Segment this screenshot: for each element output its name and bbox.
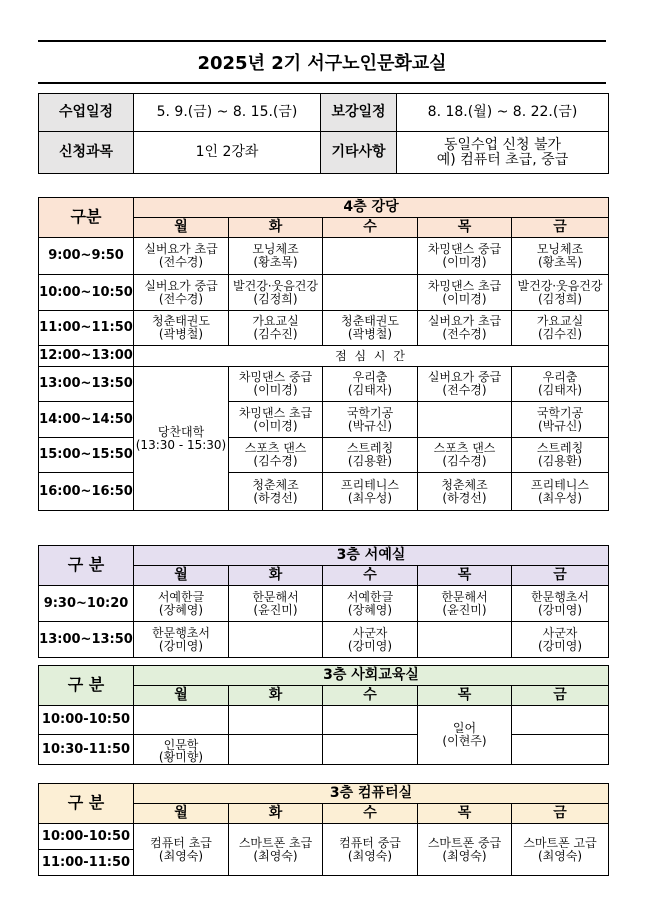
time-cell: 9:30~10:20	[39, 586, 134, 622]
instructor: (최영숙)	[442, 848, 487, 863]
class-cell	[323, 586, 418, 622]
instructor: (김수경)	[442, 454, 487, 468]
instructor: (윤진미)	[253, 602, 298, 617]
instructor: (이미경)	[253, 418, 298, 433]
class-cell	[512, 473, 609, 511]
table-row	[39, 275, 609, 311]
apply-label: 신청과목	[39, 132, 134, 174]
class-cell	[512, 824, 609, 876]
instructor: (김수진)	[253, 327, 298, 341]
other-line-2: 예) 컴퓨터 초급, 중급	[436, 151, 569, 168]
class-cell	[323, 824, 418, 876]
instructor: (강미영)	[158, 638, 204, 653]
social-day-mon: 월	[134, 686, 229, 706]
class-name: 프리테니스	[531, 477, 589, 492]
class-cell	[134, 238, 229, 275]
time-cell: 13:00~13:50	[39, 622, 134, 658]
social-room-title: 3층 사회교육실	[134, 666, 609, 686]
class-name: 우리춤	[352, 370, 388, 385]
table-row	[39, 367, 609, 402]
class-cell	[512, 367, 609, 402]
table-row	[39, 824, 609, 850]
class-cell	[512, 586, 609, 622]
class-name: 우리춤	[542, 370, 578, 385]
instructor: (김수진)	[537, 327, 583, 341]
class-cell	[512, 706, 609, 735]
computer-day-wed: 수	[323, 804, 418, 824]
class-name: 한문행초서	[531, 589, 589, 604]
class-name: 청춘태권도	[152, 314, 210, 329]
class-cell	[418, 238, 512, 275]
class-cell	[134, 735, 229, 765]
instructor: (장혜영)	[347, 602, 393, 617]
table-row	[39, 473, 609, 511]
time-cell: 10:00~10:50	[39, 275, 134, 311]
instructor: (전수경)	[442, 327, 487, 341]
table-row	[39, 402, 609, 438]
time-cell: 13:00~13:50	[39, 367, 134, 402]
class-period-value: 5. 9.(금) ~ 8. 15.(금)	[134, 94, 321, 132]
class-cell	[323, 367, 418, 402]
class-cell	[418, 824, 512, 876]
table-row	[39, 586, 609, 622]
class-cell	[512, 735, 609, 765]
social-corner: 구 분	[39, 666, 134, 706]
instructor: (이미경)	[442, 291, 487, 306]
time-cell: 12:00~13:00	[39, 346, 134, 367]
instructor: (강미영)	[537, 602, 583, 617]
class-name: 청춘체조	[252, 477, 299, 492]
instructor: (황초목)	[253, 255, 298, 269]
instructor: (김용환)	[347, 454, 393, 468]
class-cell	[229, 622, 323, 658]
time-cell: 10:00-10:50	[39, 706, 134, 735]
other-label: 기타사항	[321, 132, 397, 174]
table-row	[39, 735, 609, 765]
hall-room-title: 4층 강당	[134, 198, 609, 218]
class-name: 국학기공	[536, 405, 584, 420]
hall-schedule	[38, 197, 609, 511]
makeup-value: 8. 18.(월) ~ 8. 22.(금)	[397, 94, 609, 132]
class-cell	[418, 402, 512, 438]
class-cell	[229, 824, 323, 876]
hall-day-mon: 월	[134, 218, 229, 238]
class-cell	[134, 275, 229, 311]
instructor: (황초목)	[537, 255, 583, 269]
class-cell	[229, 311, 323, 346]
class-name: 가요교실	[252, 314, 299, 329]
page-title: 2025년 2기 서구노인문화교실	[38, 40, 606, 84]
class-name: 모닝체조	[252, 242, 299, 257]
table-row	[39, 706, 609, 735]
instructor: (하경선)	[253, 490, 298, 505]
apply-value: 1인 2강좌	[134, 132, 321, 174]
class-cell	[323, 275, 418, 311]
calligraphy-day-fri: 금	[512, 566, 609, 586]
class-name: 한문해서	[441, 589, 488, 604]
class-name: 차밍댄스 중급	[238, 370, 313, 385]
class-name: 서예한글	[157, 589, 205, 604]
instructor: (박규신)	[347, 418, 393, 433]
class-cell	[323, 622, 418, 658]
class-name: 스마트폰 중급	[427, 835, 502, 850]
class-name: 사군자	[542, 625, 578, 640]
class-name: 컴퓨터 중급	[339, 835, 401, 850]
class-cell	[323, 735, 418, 765]
class-cell	[323, 473, 418, 511]
instructor: (곽병철)	[347, 327, 393, 341]
class-cell	[134, 622, 229, 658]
class-cell	[418, 311, 512, 346]
social-day-thu: 목	[418, 686, 512, 706]
lunch-cell: 점 심 시 간	[134, 346, 609, 367]
time-cell: 11:00-11:50	[39, 850, 134, 876]
computer-day-fri: 금	[512, 804, 609, 824]
hall-corner: 구분	[39, 198, 134, 238]
social-day-fri: 금	[512, 686, 609, 706]
class-name: 실버요가 중급	[427, 370, 502, 385]
calligraphy-day-wed: 수	[323, 566, 418, 586]
table-row	[39, 346, 609, 367]
class-cell	[512, 438, 609, 473]
class-name: 당찬대학	[157, 424, 205, 439]
social-edu-schedule	[38, 665, 609, 765]
instructor: (전수경)	[442, 383, 487, 397]
class-cell	[134, 824, 229, 876]
class-name: 서예한글	[346, 589, 394, 604]
instructor: (김정희)	[253, 291, 298, 306]
instructor: (최영숙)	[158, 848, 204, 863]
instructor: (이미경)	[253, 383, 298, 397]
class-name: 인문학	[163, 737, 199, 752]
time-cell: 9:00~9:50	[39, 238, 134, 275]
calligraphy-room-title: 3층 서예실	[134, 546, 609, 566]
class-name: 실버요가 초급	[144, 242, 218, 257]
computer-schedule	[38, 783, 609, 876]
time-cell: 16:00~16:50	[39, 473, 134, 511]
class-cell	[323, 238, 418, 275]
class-cell	[323, 311, 418, 346]
class-cell	[512, 402, 609, 438]
class-name: 사군자	[352, 625, 388, 640]
class-cell	[323, 402, 418, 438]
class-cell	[418, 367, 512, 402]
computer-room-title: 3층 컴퓨터실	[134, 784, 609, 804]
class-cell	[418, 586, 512, 622]
class-cell-merged	[134, 367, 229, 511]
class-period-label: 수업일정	[39, 94, 134, 132]
class-cell	[134, 586, 229, 622]
instructor: (김태자)	[537, 383, 583, 397]
class-name: 차밍댄스 중급	[427, 242, 502, 257]
class-name: 청춘체조	[441, 477, 488, 492]
table-row	[39, 311, 609, 346]
instructor: (김수경)	[253, 454, 298, 468]
makeup-label: 보강일정	[321, 94, 397, 132]
class-cell	[418, 473, 512, 511]
hall-day-tue: 화	[229, 218, 323, 238]
class-cell	[229, 706, 323, 735]
class-name: 실버요가 중급	[144, 278, 218, 293]
calligraphy-day-mon: 월	[134, 566, 229, 586]
class-name: 청춘태권도	[341, 314, 399, 329]
class-cell	[229, 438, 323, 473]
instructor: (박규신)	[537, 418, 583, 433]
hall-day-thu: 목	[418, 218, 512, 238]
class-name: 스마트폰 초급	[238, 835, 313, 850]
class-cell	[229, 402, 323, 438]
class-name: 모닝체조	[536, 242, 584, 257]
class-cell	[229, 586, 323, 622]
class-name: 스포츠 댄스	[244, 441, 307, 456]
table-row	[39, 238, 609, 275]
time-cell: 10:30-11:50	[39, 735, 134, 765]
calligraphy-day-thu: 목	[418, 566, 512, 586]
class-cell	[229, 238, 323, 275]
info-table	[38, 93, 609, 174]
instructor: (최우성)	[537, 490, 583, 505]
computer-day-tue: 화	[229, 804, 323, 824]
class-cell	[323, 706, 418, 735]
class-cell	[229, 275, 323, 311]
computer-day-mon: 월	[134, 804, 229, 824]
class-name: 스마트폰 고급	[523, 835, 597, 850]
computer-corner: 구 분	[39, 784, 134, 824]
instructor: (최우성)	[347, 490, 393, 505]
time-cell: 15:00~15:50	[39, 438, 134, 473]
instructor: (강미영)	[537, 638, 583, 653]
class-cell	[418, 622, 512, 658]
class-name: 일어	[452, 721, 477, 736]
class-cell-merged	[418, 706, 512, 765]
instructor: (최영숙)	[347, 848, 393, 863]
class-name: 스트레칭	[536, 441, 584, 456]
class-cell	[512, 311, 609, 346]
instructor: (김태자)	[347, 383, 393, 397]
instructor: (곽병철)	[158, 327, 204, 341]
class-cell	[134, 706, 229, 735]
class-cell	[229, 367, 323, 402]
instructor: (장혜영)	[158, 602, 204, 617]
class-name: 스포츠 댄스	[433, 441, 496, 456]
class-cell	[512, 622, 609, 658]
calligraphy-day-tue: 화	[229, 566, 323, 586]
class-cell	[134, 311, 229, 346]
table-row	[39, 622, 609, 658]
instructor: (최영숙)	[253, 848, 298, 863]
instructor: (최영숙)	[537, 848, 583, 863]
time-cell: 10:00-10:50	[39, 824, 134, 850]
class-cell	[512, 238, 609, 275]
instructor: (전수경)	[158, 291, 204, 306]
instructor: (이미경)	[442, 255, 487, 269]
instructor: (전수경)	[158, 255, 204, 269]
hall-day-fri: 금	[512, 218, 609, 238]
class-name: 국학기공	[346, 405, 394, 420]
instructor: (강미영)	[347, 638, 393, 653]
instructor: (김정희)	[537, 291, 583, 306]
calligraphy-corner: 구 분	[39, 546, 134, 586]
class-cell	[229, 735, 323, 765]
class-time: (13:30 - 15:30)	[135, 437, 227, 452]
class-cell	[512, 275, 609, 311]
class-name: 차밍댄스 초급	[238, 405, 313, 420]
instructor: (하경선)	[442, 490, 487, 505]
hall-day-wed: 수	[323, 218, 418, 238]
time-cell: 11:00~11:50	[39, 311, 134, 346]
table-row	[39, 438, 609, 473]
class-cell	[418, 438, 512, 473]
class-name: 컴퓨터 초급	[150, 835, 212, 850]
time-cell: 14:00~14:50	[39, 402, 134, 438]
instructor: (황미향)	[158, 750, 204, 765]
instructor: (이현주)	[442, 734, 487, 748]
calligraphy-schedule	[38, 545, 609, 658]
instructor: (김용환)	[537, 454, 583, 468]
class-name: 한문행초서	[152, 625, 210, 640]
class-name: 발건강·웃음건강	[517, 278, 603, 293]
instructor: (윤진미)	[442, 602, 487, 617]
class-cell	[323, 438, 418, 473]
class-name: 한문해서	[252, 589, 299, 604]
social-day-wed: 수	[323, 686, 418, 706]
class-cell	[229, 473, 323, 511]
other-value	[397, 132, 609, 174]
computer-day-thu: 목	[418, 804, 512, 824]
class-name: 스트레칭	[346, 441, 394, 456]
class-name: 프리테니스	[341, 477, 399, 492]
class-name: 실버요가 초급	[427, 314, 502, 329]
class-cell	[418, 275, 512, 311]
class-name: 발건강·웃음건강	[233, 278, 318, 293]
social-day-tue: 화	[229, 686, 323, 706]
class-name: 차밍댄스 초급	[427, 278, 502, 293]
class-name: 가요교실	[536, 314, 584, 329]
other-line-1: 동일수업 신청 불가	[443, 136, 562, 153]
